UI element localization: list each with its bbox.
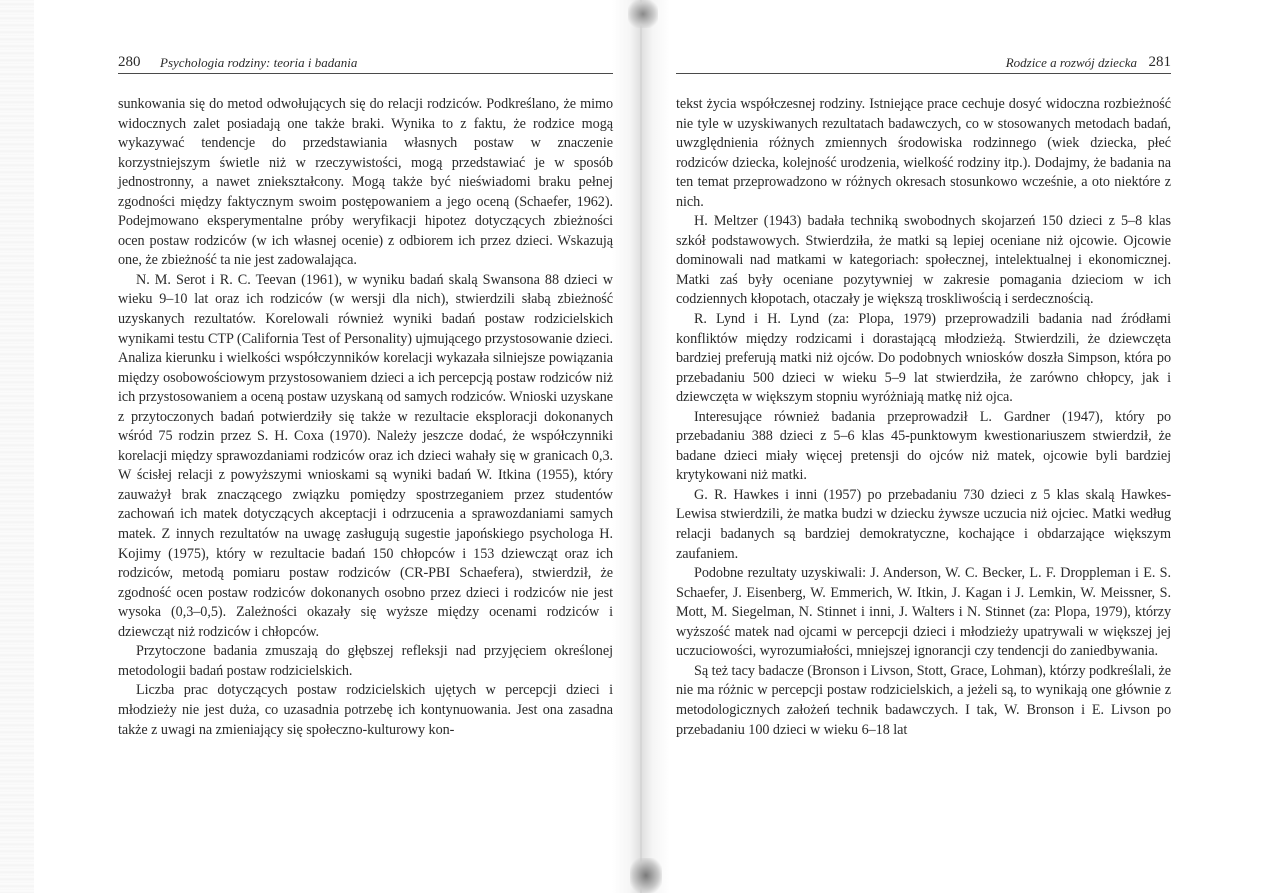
left-paragraph-2: N. M. Serot i R. C. Teevan (1961), w wyniku badań skalą Swansona 88 dzieci w wieku 9–10 lat oraz ich rodziców (w wersji dla nich), stwierdzili słabą zbieżność uzyskanych rezultatów. Korelowali również wyniki badań postaw rodzicielskich wynikami testu CTP (California Test of Personality) ujmującego przystosowanie dzieci. Analiza kierunku i wielkości współczynników korelacji wykazała silniejsze powiązania między osobowościowym przystosowaniem dzieci a ich percepcją postaw rodziców niż ich przystosowaniem a oceną postaw uzyskaną od samych rodziców. Wnioski uzyskane z przytoczonych badań potwierdziły się także w rezultacie eksploracji dokonanych wśród 75 rodzin przez S. H. Coxa (1970). Należy jeszcze dodać, że współczynniki korelacji między sprawozdaniami rodziców oraz ich dzieci wahały się w granicach 0,3. W ścisłej relacji z powyższymi wnioskami są wyniki badań W. Itkina (1955), który zauważył brak znaczącego związku pomiędzy spostrzeganiem przez studentów zachowań ich matek dotyczących akceptacji i odrzucenia a sprawozdaniami samych matek. Z innych rezultatów na uwagę zasługują sugestie japońskiego psychologa H. Kojimy (1975), który w rezultacie badań 150 chłopców i 153 dziewcząt oraz ich rodziców, metodą pomiaru postaw rodziców (CR-PBI Schaefera), stwierdził, że zgodność ocen postaw rodziców dokonanych osobno przez dzieci i rodziców nie jest wysoka (0,3–0,5). Zależności okazały się wyższe między ocenami rodziców i dziewcząt niż rodziców i chłopców. <box>118 271 613 640</box>
right-page-number: 281 <box>1148 54 1171 70</box>
right-paragraph-4: Interesujące również badania przeprowadził L. Gardner (1947), który po przebadaniu 388 dzieci z 5–6 klas 45-punktowym kwestionariuszem stwierdził, że badane dzieci miały więcej pretensji do ojców niż matek, ojcowie byli bardziej krytykowani niż matki. <box>676 408 1171 484</box>
book-gutter <box>612 0 670 893</box>
right-paragraph-3: R. Lynd i H. Lynd (za: Plopa, 1979) przeprowadzili badania nad źródłami konfliktów między rodzicami i dorastającą młodzieżą. Stwierdzili, że dziewczęta bardziej preferują matki niż ojców. Do podobnych wniosków doszła Simpson, która po przebadaniu 500 dzieci w wieku 5–9 lat stwierdziła, że zarówno chłopcy, jak i dziewczęta w większym stopniu wyróżniają matkę niż ojca. <box>676 311 1171 406</box>
gutter-binding-bottom <box>630 858 662 893</box>
gutter-binding-top <box>628 0 658 28</box>
scan-edge-shadow <box>0 0 34 893</box>
left-header-rule <box>118 73 613 74</box>
left-running-head <box>118 53 613 73</box>
right-body-text <box>676 95 1171 740</box>
left-paragraph-3: Przytoczone badania zmuszają do głębszej refleksji nad przyjęciem określonej metodologii badań postaw rodzicielskich. <box>118 643 613 679</box>
left-paragraph-1: sunkowania się do metod odwołujących się do relacji rodziców. Podkreślano, że mimo widocznych zalet posiadają one także braki. Wynika to z faktu, że rodzice mogą wykazywać tendencje do przedstawiania własnych postaw w znaczenie korzystniejszym świetle niż w rzeczywistości, mogą przedstawiać je w sposób jednostronny, a nawet zniekształcony. Mogą także być nieświadomi braku pełnej zgodności między faktycznym swoim postępowaniem a jego oceną (Schaefer, 1962). Podejmowano eksperymentalne próby weryfikacji hipotez dotyczących zbieżności ocen postaw rodziców (w ich własnej ocenie) z odbiorem ich przez dzieci. Wskazują one, że zbieżność ta nie jest zadowalająca. <box>118 96 613 269</box>
right-paragraph-1: tekst życia współczesnej rodziny. Istniejące prace cechuje dosyć widoczna rozbieżność nie tyle w uzyskiwanych rezultatach badawczych, co w stosowanych metodach badań, uwzględnienia różnych zmiennych środowiska rodzinnego (wiek dziecka, płeć rodziców dziecka, kolejność urodzenia, wielkość rodziny itp.). Dodajmy, że badania na ten temat przeprowadzono w różnych okresach stosunkowo wcześnie, a oto niektóre z nich. <box>676 96 1171 210</box>
right-running-title: Rodzice a rozwój dziecka <box>1005 55 1137 70</box>
right-paragraph-5: G. R. Hawkes i inni (1957) po przebadaniu 730 dzieci z 5 klas skalą Hawkes-Lewisa stwierdzili, że matka budzi w dziecku żywsze uczucia niż ojciec. Matki według relacji badanych są bardziej demokratyczne, kochające i obdarzające większym zaufaniem. <box>676 486 1171 562</box>
left-page-number: 280 <box>118 54 141 70</box>
left-body-text <box>118 95 613 740</box>
right-paragraph-7: Są też tacy badacze (Bronson i Livson, Stott, Grace, Lohman), którzy podkreślali, że nie ma różnic w percepcji postaw rodzicielskich, a jeżeli są, to wynikają one głównie z metodologicznych założeń technik badawczych. I tak, W. Bronson i E. Livson po przebadaniu 100 dzieci w wieku 6–18 lat <box>676 662 1171 738</box>
right-paragraph-2: H. Meltzer (1943) badała techniką swobodnych skojarzeń 150 dzieci z 5–8 klas szkół podstawowych. Stwierdziła, że matki są lepiej oceniane niż ojcowie. Ojcowie dominowali nad matkami w kategoriach: społecznej, intelektualnej i ekonomicznej. Matki zaś były oceniane pozytywniej w zakresie pomagania dzieciom w ich codziennych kłopotach, otaczały je większą troskliwością i serdecznością. <box>676 213 1171 308</box>
right-running-head <box>676 53 1171 73</box>
right-header-rule <box>676 73 1171 74</box>
left-paragraph-4: Liczba prac dotyczących postaw rodzicielskich ujętych w percepcji dzieci i młodzieży nie jest duża, co uzasadnia potrzebę ich kontynuowania. Jest ona zasadna także z uwagi na zmieniający się społeczno-kulturowy kon- <box>118 682 613 738</box>
right-paragraph-6: Podobne rezultaty uzyskiwali: J. Anderson, W. C. Becker, L. F. Droppleman i E. S. Schaefer, J. Eisenberg, W. Emmerich, W. Itkin, J. Kagan i J. Lemkin, W. Meissner, S. Mott, M. Siegelman, N. Stinnet i inni, J. Walters i N. Stinnet (za: Plopa, 1979), którzy wyższość matek nad ojcami w percepcji dzieci i młodzieży upatrywali w większej jej uczuciowości, wyrozumiałości, mniejszej ignorancji czy tendencji do zaniedbywania. <box>676 565 1171 660</box>
left-running-title: Psychologia rodziny: teoria i badania <box>160 55 358 70</box>
